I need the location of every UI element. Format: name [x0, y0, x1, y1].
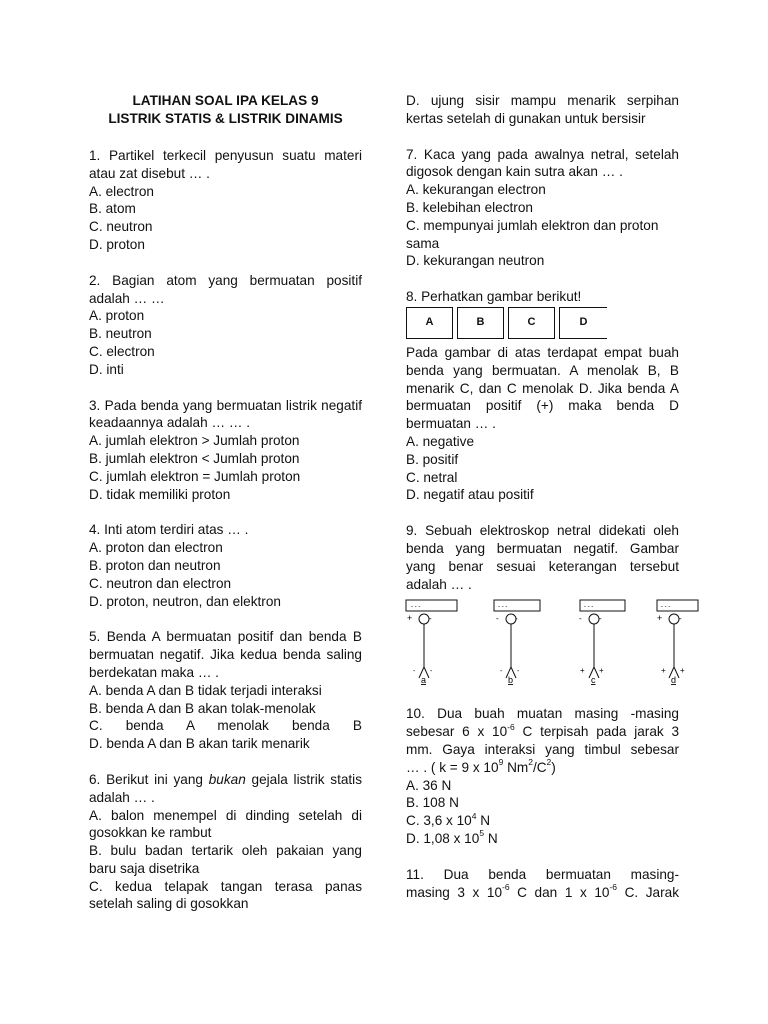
svg-text:- - -: - - -: [584, 604, 594, 611]
object-box-b: B: [457, 307, 504, 339]
option-c: C. kedua telapak tangan terasa panas setelah saling di gosokkan: [89, 878, 362, 912]
option-d: D. proton, neutron, dan elektron: [89, 593, 281, 609]
figure-label-a: a: [421, 675, 427, 686]
svg-text:- - -: - - -: [411, 604, 421, 611]
charged-objects-figure: [406, 307, 679, 340]
option-c: C. benda A menolak benda B: [89, 718, 362, 734]
option-b: B. neutron: [89, 326, 152, 342]
option-b: B. positif: [406, 451, 459, 467]
svg-text:+: +: [599, 666, 604, 676]
exponent: -6: [609, 881, 618, 892]
exponent: 2: [546, 757, 552, 768]
question-1: [89, 147, 362, 254]
svg-text:-: -: [515, 614, 518, 624]
electroscope-b: [494, 600, 540, 685]
option-a: A. balon menempel di dinding setelah di gosokkan ke rambut: [89, 807, 362, 841]
text-segment: D. 1,08 x 10: [406, 830, 480, 846]
question-6: [89, 771, 362, 913]
option-c: C. neutron dan electron: [89, 575, 232, 591]
question-text: 3. Pada benda yang bermuatan listrik negatif keadaannya adalah … … .: [89, 397, 362, 431]
question-text-line-1: 10. Dua buah muatan masing -masing: [406, 706, 679, 722]
option-d: D. negatif atau positif: [406, 487, 534, 503]
electroscope-figure: [402, 599, 685, 686]
option-d: D. proton: [89, 236, 145, 252]
electroscope-d: [657, 600, 698, 685]
title-line-1: LATIHAN SOAL IPA KELAS 9: [132, 93, 319, 108]
text-segment: … . ( k = 9 x 10: [406, 759, 499, 775]
text-segment: N: [476, 813, 491, 829]
option-d: D. kekurangan neutron: [406, 253, 545, 269]
svg-text:-: -: [599, 614, 602, 624]
option-d: D. tidak memiliki proton: [89, 486, 231, 502]
svg-text:-: -: [413, 668, 416, 676]
svg-text:-: -: [517, 668, 520, 676]
question-text-post: gejala listrik statis adalah … .: [89, 771, 362, 805]
question-text-line-2: [406, 723, 679, 741]
svg-text:- - -: - - -: [498, 604, 508, 611]
svg-text:- - -: - - -: [661, 604, 671, 611]
text-segment: C dan 1 x 10: [509, 884, 610, 900]
exponent: -6: [507, 721, 515, 732]
svg-text:-: -: [430, 668, 433, 676]
option-a: A. benda A dan B tidak terjadi interaksi: [89, 682, 322, 698]
question-text: [89, 771, 362, 807]
question-8: [406, 288, 679, 504]
object-box-d: D: [559, 307, 607, 339]
option-b: B. 108 N: [406, 795, 459, 811]
question-text-emphasis: bukan: [208, 771, 246, 787]
question-text: 7. Kaca yang pada awalnya netral, setelah digosok dengan kain sutra akan … .: [406, 146, 679, 180]
exponent: -6: [502, 881, 510, 892]
question-text: 2. Bagian atom yang bermuatan positif adalah … …: [89, 272, 362, 306]
option-b: B. proton dan neutron: [89, 557, 221, 573]
question-text: 8. Perhatkan gambar berikut!: [406, 289, 582, 305]
option-b: B. atom: [89, 201, 136, 217]
option-b: B. kelebihan electron: [406, 199, 533, 215]
question-10: [406, 705, 679, 847]
question-6-continued: [406, 92, 679, 128]
text-segment: ): [551, 759, 556, 775]
question-3: [89, 397, 362, 504]
option-b: B. benda A dan B akan tolak-menolak: [89, 700, 316, 716]
electroscope-diagrams: [402, 599, 702, 685]
option-b: B. bulu badan tertarik oleh pakaian yang baru saja disetrika: [89, 843, 362, 876]
left-column: [89, 92, 362, 913]
exponent: 9: [498, 757, 504, 768]
question-text: 1. Partikel terkecil penyusun suatu materi atau zat disebut … .: [89, 148, 362, 181]
option-d: D. ujung sisir mampu menarik serpihan kertas setelah di gunakan untuk bersisir: [406, 93, 679, 126]
figure-label-b: b: [508, 675, 514, 686]
svg-text:+: +: [407, 613, 413, 624]
svg-text:-: -: [500, 668, 503, 676]
svg-text:+: +: [680, 666, 685, 676]
svg-text:-: -: [429, 614, 432, 624]
option-a: A. proton: [89, 308, 145, 324]
text-segment: masing 3 x 10: [406, 884, 503, 900]
option-c: C. netral: [406, 469, 458, 485]
text-segment: sebesar 6 x 10: [406, 724, 508, 740]
question-4: [89, 521, 362, 610]
option-a: A. kekurangan electron: [406, 182, 546, 198]
question-2: [89, 272, 362, 379]
worksheet-title: [89, 92, 362, 127]
option-d: D. inti: [89, 361, 124, 377]
question-text-line-4: [406, 759, 679, 777]
question-text-pre: 6. Berikut ini yang: [89, 771, 209, 787]
svg-text:+: +: [661, 666, 666, 676]
option-c: C. mempunyai jumlah elektron dan proton sama: [406, 217, 659, 251]
figure-label-c: c: [591, 675, 596, 686]
electroscope-c: [579, 600, 625, 685]
option-a: A. jumlah elektron > Jumlah proton: [89, 433, 300, 449]
question-text-line-1: 11. Dua benda bermuatan masing-: [406, 866, 679, 882]
option-c: C. jumlah elektron = Jumlah proton: [89, 468, 301, 484]
option-d: [406, 830, 679, 848]
question-text: 5. Benda A bermuatan positif dan benda B bermuatan negatif. Jika kedua benda saling berdekatan maka … .: [89, 629, 362, 680]
option-c: [406, 812, 679, 830]
option-a: A. 36 N: [406, 777, 452, 793]
svg-text:-: -: [496, 614, 499, 624]
svg-text:-: -: [679, 614, 682, 624]
question-body: Pada gambar di atas terdapat empat buah benda yang bermuatan. A menolak B, B menarik C, dan C menolak D. Jika benda A bermuatan positif (+) maka benda D bermuatan … .: [406, 344, 679, 432]
option-b: B. jumlah elektron < Jumlah proton: [89, 450, 300, 466]
text-segment: C terpisah pada jarak 3: [514, 724, 680, 740]
text-segment: C. 3,6 x 10: [406, 813, 472, 829]
text-segment: /C: [532, 759, 547, 775]
svg-text:+: +: [580, 666, 585, 676]
question-7: [406, 146, 679, 271]
electroscope-a: [406, 600, 457, 685]
option-a: A. negative: [406, 433, 475, 449]
object-box-a: A: [406, 307, 453, 339]
option-a: A. electron: [89, 183, 154, 199]
text-segment: N: [484, 830, 498, 846]
option-c: C. electron: [89, 343, 155, 359]
option-d: D. benda A dan B akan tarik menarik: [89, 736, 310, 752]
question-5: [89, 628, 362, 753]
exponent: 5: [479, 828, 485, 839]
svg-text:-: -: [579, 614, 582, 624]
exponent: 4: [471, 810, 477, 821]
question-text: 9. Sebuah elektroskop netral didekati oleh benda yang bermuatan negatif. Gambar yang benar sesuai keterangan tersebut adalah … .: [406, 523, 679, 592]
question-text-line-3: mm. Gaya interaksi yang timbul sebesar: [406, 741, 679, 757]
question-text-line-2: [406, 881, 680, 902]
question-text: 4. Inti atom terdiri atas … .: [89, 522, 249, 538]
text-segment: C. Jarak: [617, 884, 680, 900]
option-a: A. proton dan electron: [89, 540, 223, 556]
object-box-c: C: [508, 307, 555, 339]
right-column: [406, 92, 685, 901]
title-line-2: LISTRIK STATIS & LISTRIK DINAMIS: [108, 110, 343, 126]
figure-label-d: d: [671, 675, 677, 686]
text-segment: Nm: [503, 759, 529, 775]
question-9: [406, 522, 685, 686]
svg-text:+: +: [657, 613, 663, 624]
option-c: C. neutron: [89, 219, 153, 235]
exponent: 2: [528, 757, 533, 768]
question-11: [406, 866, 679, 902]
